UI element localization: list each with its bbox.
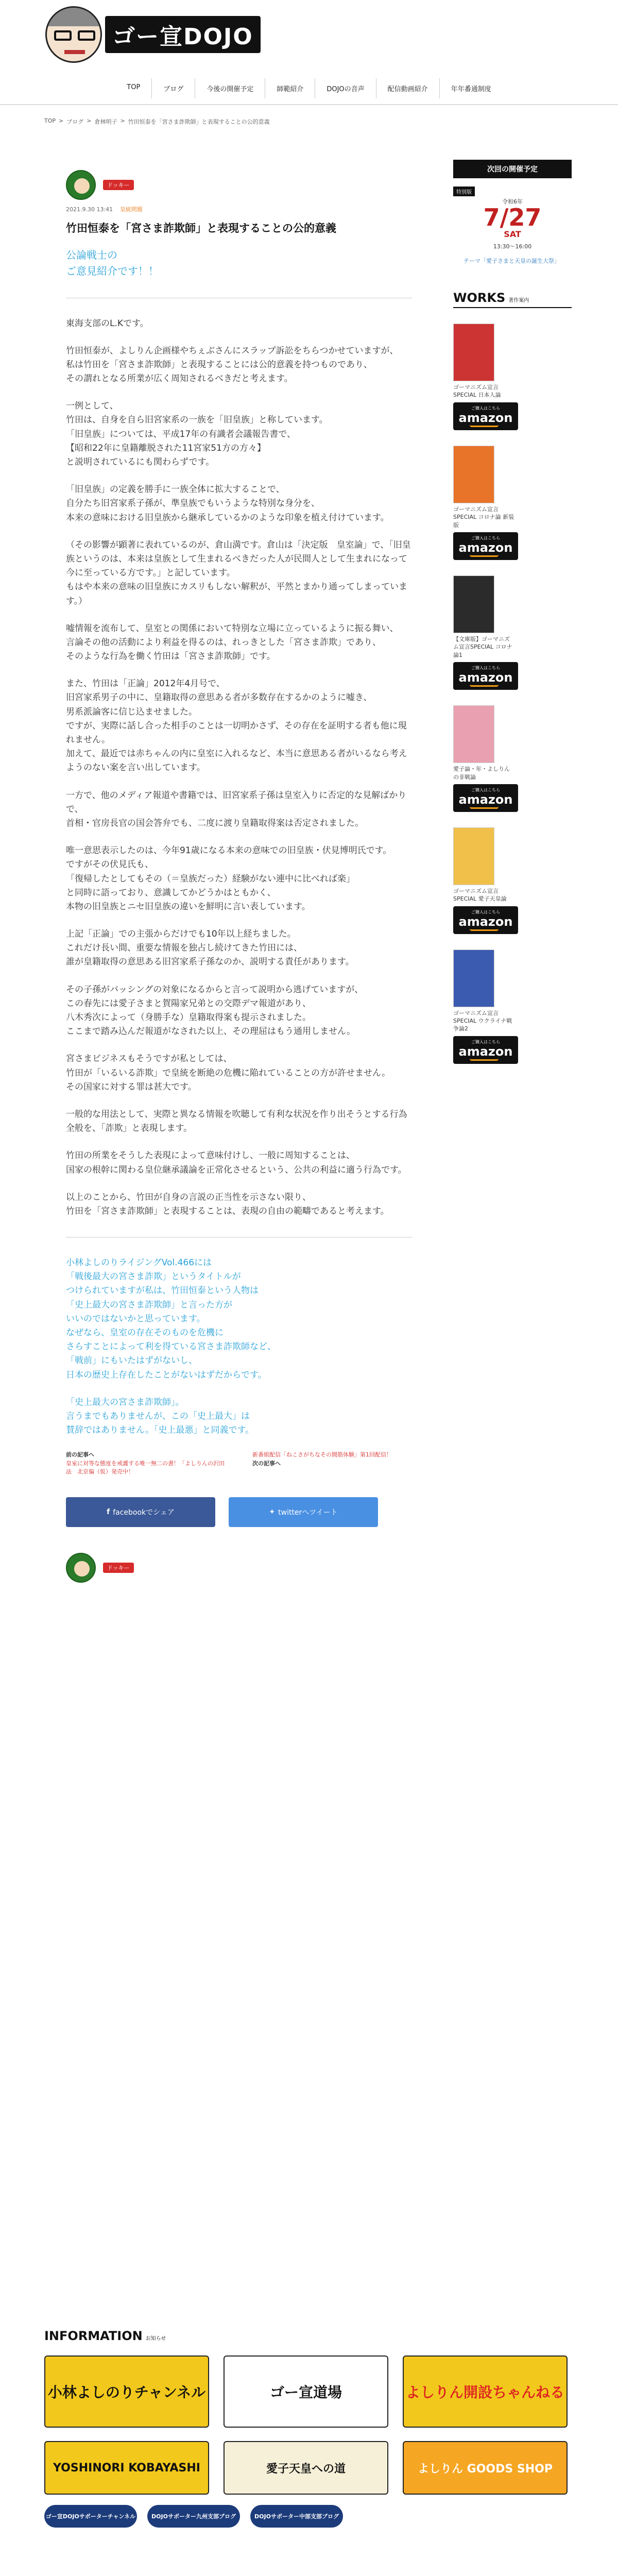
article-paragraph: 一例として、 竹田は、自身を自ら旧宮家系の一族を「旧皇族」と称しています。 「旧皇族」については、平成17年の有識者会議報告書で、 【昭和22年に皇籍離脱された11宮家51方の方々】 と説明されているにも関わらずです。 (66, 401, 328, 467)
sidebar (453, 160, 572, 1064)
info-banner[interactable]: YOSHINORI KOBAYASHI (44, 2441, 209, 2495)
article-paragraph: 以上のことから、竹田が自身の言説の正当性を示さない限り、 竹田を「宮さま詐欺師」と表現することは、表現の自由の範疇であると考えます。 (66, 1192, 389, 1216)
small-banners (44, 2505, 575, 2528)
breadcrumb-sep: > (87, 117, 92, 124)
event-weekday: SAT (504, 229, 521, 239)
article-paragraph: （その影響が顕著に表れているのが、倉山満です。倉山は「決定版 皇室論」で、「旧皇族というのは、本来は皇族として生まれるべきだった人が民間人として生まれになって今に至っている方です。」と記しています。 もはや本来の意味の旧皇族にカスリもしない解釈が、平然とまかり通ってしまっています。） (66, 539, 411, 606)
info-banner[interactable]: ゴー宣道場 (224, 2355, 388, 2428)
header (0, 0, 618, 107)
small-banner[interactable]: DOJOサポーター中部支部ブログ (250, 2505, 343, 2528)
article-paragraph: 嘘情報を流布して、皇室との関係において特別な立場に立っているように振る舞い、 言論その他の活動により利益を得るのは、れっきとした「宮さま詐欺」であり、 そのような行為を働く竹田は「宮さま詐欺師」です。 (66, 623, 399, 662)
works-sub: 著作案内 (508, 298, 529, 303)
main-nav (0, 78, 618, 98)
amazon-button[interactable]: ご購入はこちら amazon (453, 532, 518, 560)
prev-label: 前の記事へ (66, 1451, 94, 1459)
event-time: 13:30〜16:00 (493, 243, 532, 250)
author-avatar[interactable] (66, 1553, 96, 1583)
article-paragraph: その子孫がバッシングの対象になるからと言って説明から逃げていますが、 この春先には愛子さまと賀陽家兄弟との交際デマ報道があり、 八木秀次によって（身勝手な）皇籍取得案も提示されました。 ここまで踏み込んだ報道がなされた以上、その理屈はもう通用しません。 (66, 984, 364, 1037)
quote-paragraph: 「史上最大の宮さま詐欺師」。 言うまでもありませんが、この「史上最大」は 賛辞ではありません。「史上最悪」と同義です。 (66, 1397, 254, 1436)
work-item (453, 575, 572, 690)
author-badge[interactable]: ドッキー (103, 1563, 134, 1573)
article-paragraph: 「旧皇族」の定義を勝手に一族全体に拡大することで、 自分たち旧宮家系子孫が、準皇族でもいうような特別な身分を、 本来の意味における旧皇族から継承しているかのような印象を植え付けています。 (66, 484, 389, 523)
work-item (453, 324, 572, 430)
breadcrumb (44, 117, 270, 126)
nav-top[interactable]: TOP (127, 83, 141, 91)
work-caption[interactable]: ゴーマニズム宣言SPECIAL 愛子天皇論 (453, 887, 507, 903)
breadcrumb-current: 竹田恒泰を「宮さま詐欺師」と表現することの公的意義 (128, 118, 270, 125)
amazon-button[interactable]: ご購入はこちら amazon (453, 662, 518, 690)
amazon-smile-icon (470, 1059, 499, 1061)
book-cover[interactable] (453, 705, 494, 763)
book-cover[interactable] (453, 950, 494, 1007)
article-category[interactable]: 皇統問題 (119, 206, 143, 213)
breadcrumb-author[interactable]: 倉林明子 (94, 118, 117, 125)
work-caption[interactable]: 愛子論・年・よしりんの非戦論 (453, 766, 510, 781)
amazon-button[interactable]: ご購入はこちら amazon (453, 906, 518, 934)
small-banner[interactable]: DOJOサポーター九州支部ブログ (147, 2505, 240, 2528)
article-body (66, 317, 412, 1219)
work-item (453, 705, 572, 812)
book-cover[interactable] (453, 324, 494, 381)
work-item (453, 446, 572, 560)
logo-face-icon (45, 6, 102, 63)
nav-schedule[interactable]: 今後の開催予定 (195, 78, 265, 98)
work-caption[interactable]: 【文庫版】ゴーマニズム宣言SPECIAL コロナ論1 (453, 635, 512, 658)
post-navigation (66, 1451, 412, 1477)
nav-audio[interactable]: DOJOの音声 (315, 78, 375, 98)
article-paragraph: 上記「正論」での主張からだけでも10年以上経ちました。 これだけ長い間、重要な情報を独占し続けてきた竹田には、 誰が皇籍取得の意思ある旧宮家系子孫なのか、説明する責任があります。 (66, 929, 354, 968)
book-cover[interactable] (453, 446, 494, 503)
article-paragraph: 宮さまビジネスもそうですが私としては、 竹田が「いるいる詐欺」で皇統を断絶の危機に陥れていることの方が許せません。 その国家に対する罪は甚大です。 (66, 1054, 391, 1092)
event-date[interactable]: 7/27 (483, 204, 542, 231)
nav-instructors[interactable]: 師範紹介 (265, 78, 315, 98)
works-heading: WORKS 著作案内 (453, 291, 572, 308)
nav-divider (0, 104, 618, 105)
banner-grid (44, 2355, 575, 2495)
article-paragraph: 一方で、他のメディア報道や書籍では、旧宮家系子孫は皇室入りに否定的な見解ばかりで、 首相・官房長官の国会答弁でも、二度に渡り皇籍取得案は否定されました。 (66, 790, 407, 828)
event-theme[interactable]: テーマ「愛子さまと天皇の誕生大祭」 (464, 258, 560, 264)
info-banner[interactable]: よしりん GOODS SHOP (403, 2441, 568, 2495)
next-label: 次の記事へ (252, 1460, 281, 1467)
breadcrumb-sep: > (120, 117, 125, 124)
amazon-button[interactable]: ご購入はこちら amazon (453, 784, 518, 812)
works-list (453, 324, 572, 1064)
article-paragraph: 竹田恒泰が、よしりん企画様やちぇぶさんにスラップ訴訟をちらつかせていますが、 私は竹田を「宮さま詐欺師」と表現することには公的意義を持つものであり、 その謂れとなる所業が広く周知されるべきだと考えます。 (66, 345, 399, 384)
twitter-share-button[interactable]: ✦ twitterへツイート (229, 1497, 378, 1527)
amazon-smile-icon (470, 685, 499, 687)
amazon-button[interactable]: ご購入はこちら amazon (453, 1036, 518, 1064)
book-cover[interactable] (453, 575, 494, 633)
amazon-button[interactable]: ご購入はこちら amazon (453, 402, 518, 430)
article-meta (66, 205, 412, 213)
small-banner[interactable]: ゴー宣DOJOサポーターチャンネル (44, 2505, 137, 2528)
info-banner[interactable]: よしりん開設ちゃんねる (403, 2355, 568, 2428)
author-badge[interactable]: ドッキー (103, 180, 134, 190)
site-logo[interactable] (45, 6, 261, 63)
nav-blog[interactable]: ブログ (151, 78, 195, 98)
facebook-share-button[interactable]: f facebookでシェア (66, 1497, 215, 1527)
work-item (453, 827, 572, 934)
article-paragraph: 唯一意思表示したのは、今年91歳になる本来の意味での旧皇族・伏見博明氏です。 ですがその伏見氏も、 「復帰したとしてもその（＝皇族だった）経験がない連中に比べれば楽」 と同時に語っており、意識してかどうかはともかく、 本物の旧皇族とニセ旧皇族の違いを鮮明に言い表しています。 (66, 845, 392, 912)
article (66, 170, 412, 1583)
information-section (44, 2329, 575, 2528)
work-caption[interactable]: ゴーマニズム宣言SPECIAL コロナ論 新装版 (453, 505, 514, 529)
amazon-smile-icon (470, 555, 499, 557)
info-banner[interactable]: 小林よしのりチャンネル (44, 2355, 209, 2428)
work-caption[interactable]: ゴーマニズム宣言SPECIAL 日本人論 (453, 384, 501, 399)
nav-system[interactable]: 年年番通制度 (439, 78, 503, 98)
amazon-smile-icon (470, 425, 499, 427)
information-sub: お知らせ (145, 2336, 166, 2342)
article-lead: 公論戦士の ご意見紹介です！！ (66, 248, 159, 277)
article-paragraph: 竹田の所業をそうした表現によって意味付けし、一般に周知することは、 国家の根幹に関わる皇位継承議論を正常化させるという、公共の利益に適う行為です。 (66, 1150, 407, 1175)
amazon-smile-icon (470, 929, 499, 931)
prev-post-link[interactable]: 皇室に対等な態度を戒護する唯一無二の書！「よしりんの沢田法 北京偏（仮）発売中！ (66, 1460, 225, 1476)
facebook-icon: f (107, 1507, 110, 1516)
event-badge: 特別版 (453, 187, 475, 196)
work-caption[interactable]: ゴーマニズム宣言SPECIAL ウクライナ戦争論2 (453, 1009, 512, 1032)
breadcrumb-sep: > (59, 117, 64, 124)
amazon-smile-icon (470, 807, 499, 809)
quote-block (66, 1256, 412, 1437)
book-cover[interactable] (453, 827, 494, 885)
article-date: 2021.9.30 13:41 (66, 206, 113, 213)
work-item (453, 950, 572, 1064)
next-event-heading: 次回の開催予定 (453, 160, 572, 178)
quote-paragraph: 小林よしのりライジングVol.466には 「戦後最大の宮さま詐欺」というタイトルが つけられていますが私は、竹田恒泰という人物は 「史上最大の宮さま詐欺師」と言った方が いいのではないかと思っています。 なぜなら、皇室の存在そのものを危機に さらすことによって利を得ている宮さま詐欺師など、 「戦前」にもいたはずがないし、 日本の歴史上存在したことがないはずだからです。 (66, 1258, 276, 1380)
share-buttons (66, 1497, 412, 1527)
author-avatar[interactable] (66, 170, 96, 200)
breadcrumb-blog[interactable]: ブログ (66, 118, 84, 125)
information-heading: INFORMATION お知らせ (44, 2329, 166, 2343)
article-title: 竹田恒泰を「宮さま詐欺師」と表現することの公的意義 (66, 222, 336, 234)
nav-videos[interactable]: 配信動画紹介 (376, 78, 439, 98)
logo-text: ゴー宣DOJO (105, 16, 261, 53)
event-year: 令和6年 (502, 198, 523, 205)
article-paragraph: 東海支部のL.Kです。 (66, 318, 149, 329)
article-paragraph: 一般的な用法として、実際と異なる情報を吹聴して有利な状況を作り出そうとする行為全般を、「詐欺」と表現します。 (66, 1109, 407, 1134)
twitter-icon: ✦ (269, 1507, 276, 1516)
breadcrumb-top[interactable]: TOP (44, 117, 56, 124)
divider (66, 1237, 412, 1238)
next-post-link[interactable]: 新番組配信「ねこさがちなその間筋体験」第1回配信！ (252, 1451, 392, 1459)
article-paragraph: また、竹田は「正論」2012年4月号で、 旧宮家系男子の中に、皇籍取得の意思ある者が多数存在するかのように嘘き、 男系派論客に信じ込ませました。 ですが、実際に話し合った相手のことは一切明かさず、その存在を証明する者も他に現れません。 加えて、最近では赤ちゃんの内に皇室に入れるなど、本当に意思ある者がいるなら考えようのない案を言い出しています。 (66, 679, 407, 773)
info-banner[interactable]: 愛子天皇への道 (224, 2441, 388, 2495)
